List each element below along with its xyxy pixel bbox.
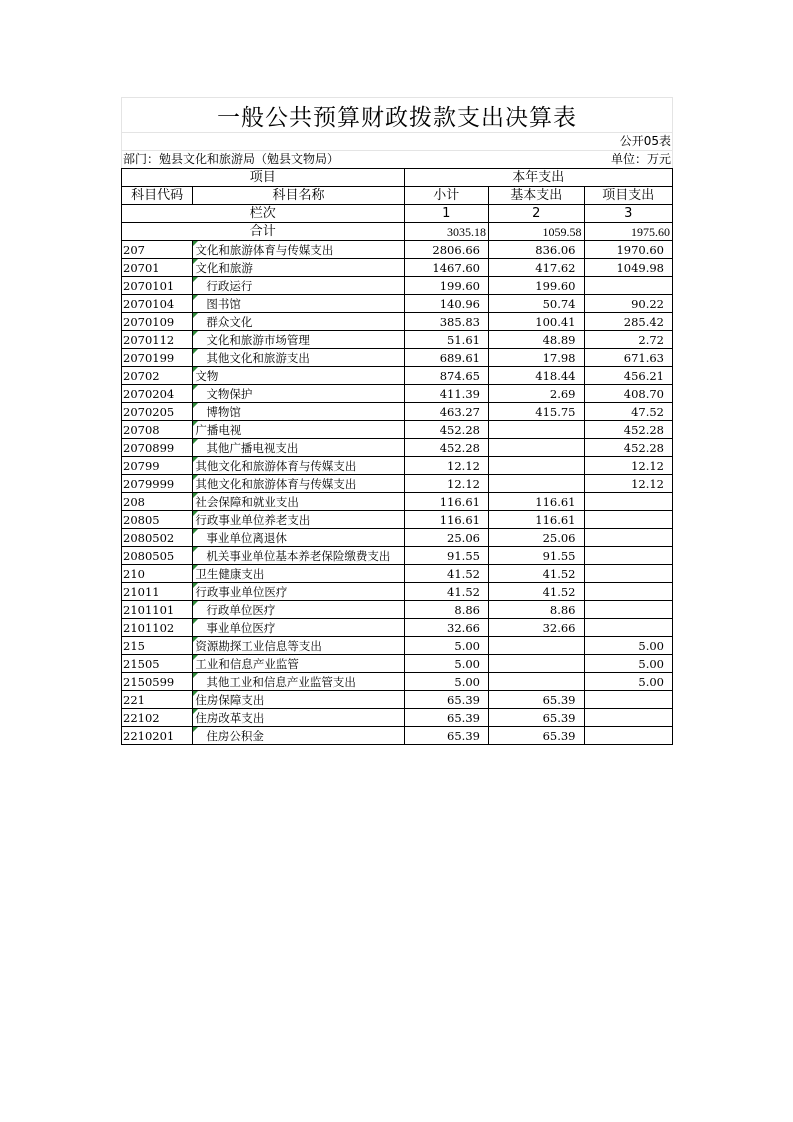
cell-marker-icon: [193, 601, 198, 606]
title-row: [121, 97, 673, 132]
subject-name-cell: 文化和旅游体育与传媒支出: [193, 241, 404, 259]
subject-code-cell: 208: [122, 493, 193, 511]
table-row: [122, 511, 673, 529]
subject-name-cell: 其他文化和旅游支出: [193, 349, 404, 367]
cell-marker-icon: [193, 439, 198, 444]
basic-cell: 836.06: [488, 241, 584, 259]
cell-marker-icon: [193, 295, 198, 300]
subject-code-cell: 2070101: [122, 277, 193, 295]
subject-name-cell: 文化和旅游市场管理: [193, 331, 404, 349]
header-row-3: [122, 205, 673, 223]
cell-marker-icon: [193, 547, 198, 552]
subject-code-cell: 2101102: [122, 619, 193, 637]
subtotal-cell: 689.61: [404, 349, 488, 367]
subject-code-cell: 221: [122, 691, 193, 709]
subject-name-cell: 住房公积金: [193, 727, 404, 745]
subtotal-cell: 199.60: [404, 277, 488, 295]
subtotal-cell: 65.39: [404, 727, 488, 745]
subject-name-cell: 行政事业单位养老支出: [193, 511, 404, 529]
subject-name-cell: 行政单位医疗: [193, 601, 404, 619]
header-project: 项目支出: [584, 187, 673, 205]
unit-label: 单位：万元: [610, 152, 671, 166]
header-subtotal: 小计: [404, 187, 488, 205]
subtotal-cell: 65.39: [404, 691, 488, 709]
table-row: [122, 259, 673, 277]
subject-name-cell: 博物馆: [193, 403, 404, 421]
subject-code-cell: 2070899: [122, 439, 193, 457]
subject-code-cell: 207: [122, 241, 193, 259]
project-cell: 5.00: [584, 637, 673, 655]
header-item: 项目: [122, 169, 405, 187]
subtotal-cell: 385.83: [404, 313, 488, 331]
table-row: [122, 385, 673, 403]
header-col3: 3: [584, 205, 673, 223]
page-title: 一般公共预算财政拨款支出决算表: [217, 104, 577, 131]
subject-name-cell: 其他文化和旅游体育与传媒支出: [193, 457, 404, 475]
project-cell: 456.21: [584, 367, 673, 385]
project-cell: [584, 601, 673, 619]
cell-marker-icon: [193, 493, 198, 498]
project-cell: 5.00: [584, 655, 673, 673]
project-cell: 285.42: [584, 313, 673, 331]
total-basic: 1059.58: [488, 223, 584, 241]
cell-marker-icon: [193, 457, 198, 462]
cell-marker-icon: [193, 277, 198, 282]
cell-marker-icon: [193, 583, 198, 588]
cell-marker-icon: [193, 241, 198, 246]
subject-code-cell: 215: [122, 637, 193, 655]
header-basic: 基本支出: [488, 187, 584, 205]
project-cell: [584, 277, 673, 295]
table-row: [122, 295, 673, 313]
subject-name-cell: 行政运行: [193, 277, 404, 295]
subtotal-cell: 5.00: [404, 637, 488, 655]
cell-marker-icon: [193, 421, 198, 426]
basic-cell: 17.98: [488, 349, 584, 367]
table-row: [122, 421, 673, 439]
cell-marker-icon: [193, 529, 198, 534]
subject-name-cell: 工业和信息产业监管: [193, 655, 404, 673]
table-row: [122, 313, 673, 331]
subject-name-cell: 事业单位离退休: [193, 529, 404, 547]
subtotal-cell: 2806.66: [404, 241, 488, 259]
project-cell: 47.52: [584, 403, 673, 421]
basic-cell: 116.61: [488, 493, 584, 511]
basic-cell: 50.74: [488, 295, 584, 313]
cell-marker-icon: [193, 511, 198, 516]
subject-code-cell: 20708: [122, 421, 193, 439]
subject-code-cell: 2070109: [122, 313, 193, 331]
subject-name-cell: 文物: [193, 367, 404, 385]
cell-marker-icon: [193, 673, 198, 678]
table-row: [122, 529, 673, 547]
table-row: [122, 547, 673, 565]
total-label: 合计: [122, 223, 405, 241]
cell-marker-icon: [193, 313, 198, 318]
subject-code-cell: 2070199: [122, 349, 193, 367]
project-cell: 1970.60: [584, 241, 673, 259]
basic-cell: 41.52: [488, 583, 584, 601]
basic-cell: 199.60: [488, 277, 584, 295]
subject-code-cell: 21011: [122, 583, 193, 601]
header-col1: 1: [404, 205, 488, 223]
subject-code-cell: 21505: [122, 655, 193, 673]
cell-marker-icon: [193, 655, 198, 660]
cell-marker-icon: [193, 475, 198, 480]
subject-code-cell: 2210201: [122, 727, 193, 745]
subject-code-cell: 2070112: [122, 331, 193, 349]
project-cell: [584, 565, 673, 583]
subject-code-cell: 22102: [122, 709, 193, 727]
cell-marker-icon: [193, 331, 198, 336]
subject-name-cell: 机关事业单位基本养老保险缴费支出: [193, 547, 404, 565]
basic-cell: [488, 439, 584, 457]
table-row: [122, 637, 673, 655]
subtotal-cell: 41.52: [404, 583, 488, 601]
subject-name-cell: 广播电视: [193, 421, 404, 439]
subtotal-cell: 1467.60: [404, 259, 488, 277]
cell-marker-icon: [193, 385, 198, 390]
subject-code-cell: 2101101: [122, 601, 193, 619]
total-subtotal: 3035.18: [404, 223, 488, 241]
project-cell: [584, 529, 673, 547]
header-current-year: 本年支出: [404, 169, 672, 187]
form-number-row: [121, 132, 673, 150]
cell-marker-icon: [193, 403, 198, 408]
project-cell: 12.12: [584, 475, 673, 493]
project-cell: 452.28: [584, 439, 673, 457]
department-label: 部门：勉县文化和旅游局（勉县文物局）: [123, 152, 340, 166]
basic-cell: 8.86: [488, 601, 584, 619]
header-row-1: [122, 169, 673, 187]
subject-code-cell: 20702: [122, 367, 193, 385]
basic-cell: [488, 637, 584, 655]
cell-marker-icon: [193, 565, 198, 570]
table-row: [122, 601, 673, 619]
basic-cell: 100.41: [488, 313, 584, 331]
basic-cell: 25.06: [488, 529, 584, 547]
subject-code-cell: 2070204: [122, 385, 193, 403]
basic-cell: [488, 457, 584, 475]
table-row: [122, 403, 673, 421]
subtotal-cell: 140.96: [404, 295, 488, 313]
basic-cell: 418.44: [488, 367, 584, 385]
budget-sheet: [121, 97, 673, 745]
subject-code-cell: 20805: [122, 511, 193, 529]
table-row: [122, 619, 673, 637]
cell-marker-icon: [193, 727, 198, 732]
project-cell: [584, 619, 673, 637]
subtotal-cell: 8.86: [404, 601, 488, 619]
header-code: 科目代码: [122, 187, 193, 205]
project-cell: 12.12: [584, 457, 673, 475]
table-row: [122, 691, 673, 709]
subtotal-cell: 411.39: [404, 385, 488, 403]
basic-cell: 32.66: [488, 619, 584, 637]
basic-cell: 65.39: [488, 727, 584, 745]
subject-code-cell: 2079999: [122, 475, 193, 493]
subtotal-cell: 463.27: [404, 403, 488, 421]
table-row: [122, 709, 673, 727]
table-row: [122, 367, 673, 385]
subtotal-cell: 12.12: [404, 457, 488, 475]
subject-name-cell: 行政事业单位医疗: [193, 583, 404, 601]
project-cell: [584, 493, 673, 511]
project-cell: [584, 691, 673, 709]
subject-name-cell: 文化和旅游: [193, 259, 404, 277]
basic-cell: 116.61: [488, 511, 584, 529]
subject-name-cell: 其他文化和旅游体育与传媒支出: [193, 475, 404, 493]
subject-code-cell: 2070205: [122, 403, 193, 421]
table-row: [122, 655, 673, 673]
project-cell: 90.22: [584, 295, 673, 313]
project-cell: [584, 583, 673, 601]
form-number: 公开05表: [619, 134, 671, 148]
subject-name-cell: 图书馆: [193, 295, 404, 313]
subtotal-cell: 874.65: [404, 367, 488, 385]
table-row: [122, 277, 673, 295]
table-row: [122, 475, 673, 493]
basic-cell: 41.52: [488, 565, 584, 583]
subtotal-cell: 25.06: [404, 529, 488, 547]
project-cell: [584, 547, 673, 565]
cell-marker-icon: [193, 259, 198, 264]
basic-cell: [488, 673, 584, 691]
basic-cell: 415.75: [488, 403, 584, 421]
subject-name-cell: 社会保障和就业支出: [193, 493, 404, 511]
subtotal-cell: 41.52: [404, 565, 488, 583]
subtotal-cell: 65.39: [404, 709, 488, 727]
table-row: [122, 241, 673, 259]
subtotal-cell: 452.28: [404, 421, 488, 439]
header-col2: 2: [488, 205, 584, 223]
total-row: [122, 223, 673, 241]
subject-code-cell: 2080502: [122, 529, 193, 547]
subtotal-cell: 12.12: [404, 475, 488, 493]
subject-name-cell: 事业单位医疗: [193, 619, 404, 637]
project-cell: 1049.98: [584, 259, 673, 277]
project-cell: [584, 709, 673, 727]
meta-row: [121, 150, 673, 168]
table-row: [122, 493, 673, 511]
basic-cell: 2.69: [488, 385, 584, 403]
subject-code-cell: 2080505: [122, 547, 193, 565]
subtotal-cell: 452.28: [404, 439, 488, 457]
project-cell: [584, 727, 673, 745]
basic-cell: [488, 421, 584, 439]
cell-marker-icon: [193, 709, 198, 714]
subject-code-cell: 20799: [122, 457, 193, 475]
subject-name-cell: 其他广播电视支出: [193, 439, 404, 457]
table-row: [122, 565, 673, 583]
project-cell: 671.63: [584, 349, 673, 367]
subject-code-cell: 210: [122, 565, 193, 583]
cell-marker-icon: [193, 619, 198, 624]
subtotal-cell: 91.55: [404, 547, 488, 565]
table-row: [122, 673, 673, 691]
subtotal-cell: 116.61: [404, 511, 488, 529]
subtotal-cell: 5.00: [404, 673, 488, 691]
subject-name-cell: 卫生健康支出: [193, 565, 404, 583]
expenditure-table: [121, 168, 673, 745]
table-row: [122, 583, 673, 601]
cell-marker-icon: [193, 637, 198, 642]
subject-name-cell: 资源勘探工业信息等支出: [193, 637, 404, 655]
subject-name-cell: 住房改革支出: [193, 709, 404, 727]
header-column-order: 栏次: [122, 205, 405, 223]
basic-cell: [488, 475, 584, 493]
basic-cell: 65.39: [488, 691, 584, 709]
project-cell: 2.72: [584, 331, 673, 349]
header-name: 科目名称: [193, 187, 404, 205]
cell-marker-icon: [193, 349, 198, 354]
cell-marker-icon: [193, 691, 198, 696]
cell-marker-icon: [193, 367, 198, 372]
subject-code-cell: 2070104: [122, 295, 193, 313]
project-cell: 452.28: [584, 421, 673, 439]
table-row: [122, 349, 673, 367]
basic-cell: [488, 655, 584, 673]
subtotal-cell: 116.61: [404, 493, 488, 511]
subtotal-cell: 5.00: [404, 655, 488, 673]
table-row: [122, 727, 673, 745]
total-project: 1975.60: [584, 223, 673, 241]
subject-name-cell: 住房保障支出: [193, 691, 404, 709]
subject-name-cell: 文物保护: [193, 385, 404, 403]
basic-cell: 91.55: [488, 547, 584, 565]
table-row: [122, 331, 673, 349]
subtotal-cell: 51.61: [404, 331, 488, 349]
basic-cell: 65.39: [488, 709, 584, 727]
subtotal-cell: 32.66: [404, 619, 488, 637]
header-row-2: [122, 187, 673, 205]
basic-cell: 417.62: [488, 259, 584, 277]
project-cell: [584, 511, 673, 529]
project-cell: 5.00: [584, 673, 673, 691]
subject-code-cell: 20701: [122, 259, 193, 277]
basic-cell: 48.89: [488, 331, 584, 349]
subject-name-cell: 其他工业和信息产业监管支出: [193, 673, 404, 691]
table-row: [122, 457, 673, 475]
project-cell: 408.70: [584, 385, 673, 403]
subject-name-cell: 群众文化: [193, 313, 404, 331]
subject-code-cell: 2150599: [122, 673, 193, 691]
table-row: [122, 439, 673, 457]
